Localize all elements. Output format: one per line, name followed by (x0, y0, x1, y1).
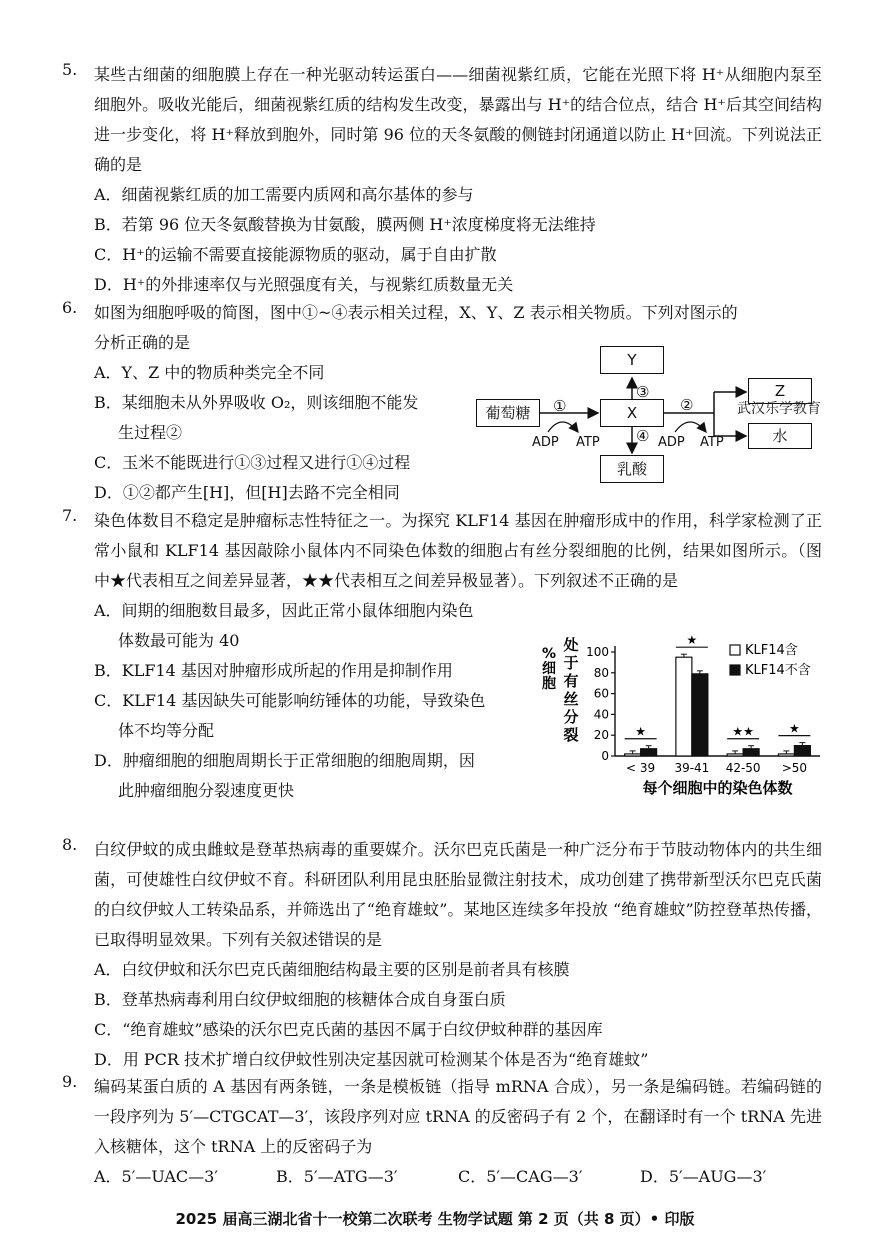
question-9 (62, 1072, 822, 1192)
option-b: B．某细胞未从外界吸收 O₂，则该细胞不能发 (94, 393, 419, 412)
adp-label-2: ADP (658, 435, 685, 450)
question-8 (62, 835, 822, 1075)
option-c: C．KLF14 基因缺失可能影响纺锤体的功能，导致染色 (94, 691, 486, 710)
y-axis-label-char: 于 (563, 654, 579, 672)
x-tick-label: < 39 (626, 761, 656, 775)
y-tick-label: 80 (593, 665, 609, 680)
watermark: 武汉乐学教育 (737, 401, 821, 417)
question-stem: 染色体数目不稳定是肿瘤标志性特征之一。为探究 KLF14 基因在肿瘤形成中的作用，科学家检测了正常小鼠和 KLF14 基因敲除小鼠体内不同染色体数的细胞占有丝分裂细胞的比例，结果如图所示。（图中★代表相互之间差异显著，★★代表相互之间差异极显著）。下列叙述不正确的是 (94, 511, 822, 590)
question-stem: 编码某蛋白质的 A 基因有两条链，一条是模板链（指导 mRNA 合成），另一条是编码链。若编码链的一段序列为 5′—CTGCAT—3′，该段序列对应 tRNA 的反密码子有 2 个，在翻译时有一个 tRNA 先进入核糖体，这个 tRNA 上的反密码子为 (94, 1077, 822, 1156)
significance-mark: ★ (635, 724, 647, 739)
option-c: C．5′—CAG—3′ (458, 1167, 583, 1186)
option-c: C．H⁺的运输不需要直接能源物质的驱动，属于自由扩散 (94, 245, 497, 264)
option-b-cont: 生过程② (118, 423, 183, 442)
bar (625, 754, 641, 756)
option-d: D．用 PCR 技术扩增白纹伊蚊性别决定基因就可检测某个体是否为“绝育雄蚊” (94, 1050, 649, 1069)
option-a: A．5′—UAC—3′ (94, 1167, 218, 1186)
y-axis-label-char: 细 (542, 661, 556, 677)
y-tick-label: 20 (593, 728, 609, 743)
option-d: D．肿瘤细胞的细胞周期长于正常细胞的细胞周期，因 (94, 751, 475, 770)
option-a: A．Y、Z 中的物质种类完全不同 (94, 363, 325, 382)
process-2-label: ② (680, 396, 694, 414)
option-a: A．细菌视紫红质的加工需要内质网和高尔基体的参与 (94, 185, 474, 204)
legend-swatch (730, 665, 740, 675)
y-tick-label: 100 (586, 645, 609, 659)
y-axis-label-char: 处 (563, 636, 579, 654)
legend-label: KLF14含 (745, 643, 798, 658)
option-b: B．若第 96 位天冬氨酸替换为甘氨酸，膜两侧 H⁺浓度梯度将无法维持 (94, 215, 596, 234)
x-box: X (600, 399, 664, 427)
y-box: Y (600, 346, 664, 374)
option-b: B．5′—ATG—3′ (276, 1167, 398, 1186)
option-a: A．间期的细胞数目最多，因此正常小鼠体细胞内染色 (94, 601, 474, 620)
process-4-label: ④ (636, 427, 650, 445)
bar (778, 754, 794, 756)
atp-label-2: ATP (700, 435, 724, 450)
y-axis-label-char: 胞 (542, 676, 556, 692)
bar (676, 657, 692, 756)
y-axis-label-char: 有 (563, 672, 579, 690)
bar (692, 674, 708, 756)
option-d: D．①②都产生[H]，但[H]去路不完全相同 (94, 483, 400, 502)
question-stem: 某些古细菌的细胞膜上存在一种光驱动转运蛋白——细菌视紫红质，它能在光照下将 H⁺从细胞内泵至细胞外。吸收光能后，细菌视紫红质的结构发生改变，暴露出与 H⁺的结合位点，结合 H⁺后其空间结构进一步变化，将 H⁺释放到胞外，同时第 96 位的天冬氨酸的侧链封闭通道以防止 H⁺回流。下列说法正确的是 (94, 65, 822, 174)
page-footer: 2025 届高三湖北省十一校第二次联考 生物学试题 第 2 页（共 8 页）• 印版 (175, 1210, 695, 1228)
y-axis-label-char: 裂 (563, 726, 579, 744)
question-number: 9. (62, 1072, 78, 1091)
lactic-acid-box: 乳酸 (600, 455, 664, 483)
bar (794, 746, 810, 756)
question-number: 6. (62, 298, 78, 317)
y-tick-label: 60 (593, 686, 609, 701)
question-5 (62, 60, 822, 300)
chromosome-chart (535, 628, 835, 806)
legend-label: KLF14不含 (745, 663, 811, 678)
x-tick-label: 42-50 (725, 761, 761, 775)
option-d: D．H⁺的外排速率仅与光照强度有关，与视紫红质数量无关 (94, 275, 514, 294)
bar (743, 749, 759, 756)
options-row (94, 1162, 822, 1192)
option-b: B．KLF14 基因对肿瘤形成所起的作用是抑制作用 (94, 661, 453, 680)
option-b: B．登革热病毒利用白纹伊蚊细胞的核糖体合成自身蛋白质 (94, 990, 506, 1009)
option-c: C．玉米不能既进行①③过程又进行①④过程 (94, 453, 411, 472)
process-3-label: ③ (636, 383, 650, 401)
option-c: C．“绝育雄蚊”感染的沃尔巴克氏菌的基因不属于白纹伊蚊种群的基因库 (94, 1020, 603, 1039)
x-tick-label: 39-41 (674, 761, 710, 775)
y-tick-label: 40 (593, 707, 609, 722)
option-c-cont: 体不均等分配 (118, 721, 215, 740)
x-tick-label: >50 (781, 761, 808, 775)
significance-mark: ★ (788, 721, 800, 736)
y-tick-label: 0 (601, 749, 609, 763)
y-axis-label-char: 分 (563, 708, 579, 726)
question-stem: 白纹伊蚊的成虫雌蚊是登革热病毒的重要媒介。沃尔巴克氏菌是一种广泛分布于节肢动物体内的共生细菌，可使雄性白纹伊蚊不育。科研团队利用昆虫胚胎显微注射技术，成功创建了携带新型沃尔巴克氏菌的白纹伊蚊人工转染品系，并筛选出了“绝育雄蚊”。某地区连续多年投放 “绝育雄蚊”防控登革热传播，已取得明显效果。下列有关叙述错误的是 (94, 840, 822, 949)
legend-swatch (730, 645, 740, 655)
glucose-box: 葡萄糖 (476, 399, 540, 427)
bar (641, 749, 657, 756)
y-axis-label-char: % (541, 646, 557, 662)
question-stem-line2: 分析正确的是 (94, 333, 191, 352)
question-number: 5. (62, 60, 78, 79)
water-box: 水 (748, 423, 812, 449)
process-1-label: ① (553, 397, 567, 415)
atp-label-1: ATP (576, 435, 600, 450)
significance-mark: ★★ (732, 724, 754, 739)
z-box: Z (748, 378, 812, 404)
x-axis-title: 每个细胞中的染色体数 (642, 779, 793, 797)
y-axis-label-char: 丝 (563, 690, 579, 708)
question-stem-line1: 如图为细胞呼吸的简图，图中①~④表示相关过程，X、Y、Z 表示相关物质。下列对图示的 (94, 303, 738, 322)
option-a-cont: 体数最可能为 40 (118, 631, 240, 650)
question-number: 7. (62, 506, 78, 525)
significance-mark: ★ (686, 633, 698, 648)
bar (727, 754, 743, 756)
question-number: 8. (62, 835, 78, 854)
option-d: D．5′—AUG—3′ (640, 1167, 767, 1186)
adp-label-1: ADP (532, 435, 559, 450)
option-a: A．白纹伊蚊和沃尔巴克氏菌细胞结构最主要的区别是前者具有核膜 (94, 960, 570, 979)
option-d-cont: 此肿瘤细胞分裂速度更快 (118, 781, 295, 800)
